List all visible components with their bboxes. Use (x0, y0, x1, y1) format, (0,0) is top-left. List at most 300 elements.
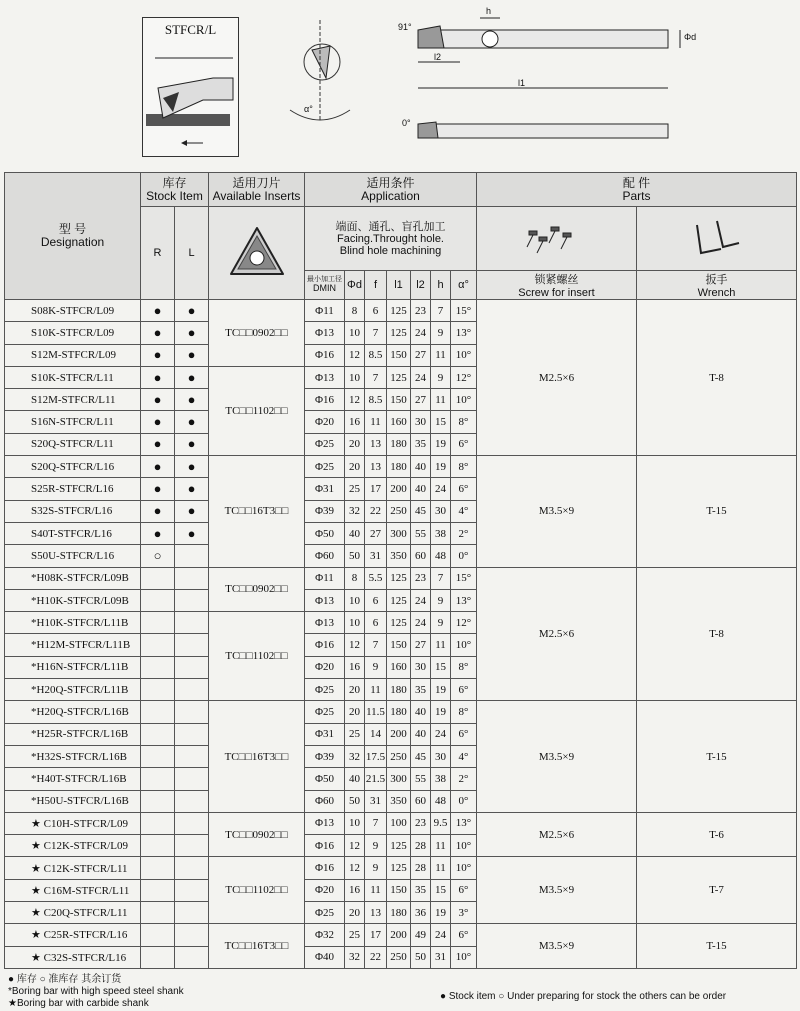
designation-cell: ★ C10H-STFCR/L09 (5, 812, 141, 834)
insert-cell: TC□□16T3□□ (209, 456, 305, 567)
cell-l2: 30 (411, 411, 431, 433)
cell-h: 9 (431, 322, 451, 344)
insert-cell: TC□□0902□□ (209, 812, 305, 857)
cell-d: 16 (345, 656, 365, 678)
triangle-insert-icon (227, 224, 287, 280)
cell-dmin: Φ20 (305, 656, 345, 678)
cell-f: 17.5 (365, 745, 387, 767)
cell-a: 6° (451, 924, 477, 946)
cell-f: 31 (365, 790, 387, 812)
stock-l-cell: ● (175, 411, 209, 433)
cell-a: 10° (451, 835, 477, 857)
designation-cell: S10K-STFCR/L09 (5, 322, 141, 344)
cell-l2: 45 (411, 500, 431, 522)
wrench-cell: T-8 (637, 567, 797, 701)
cell-a: 8° (451, 656, 477, 678)
cell-a: 6° (451, 433, 477, 455)
cell-a: 13° (451, 322, 477, 344)
cell-l1: 160 (387, 656, 411, 678)
col-d-header: Φd (345, 271, 365, 300)
cell-l2: 23 (411, 300, 431, 322)
cell-l1: 200 (387, 478, 411, 500)
stock-l-cell (175, 634, 209, 656)
cell-l2: 45 (411, 745, 431, 767)
designation-cell: ★ C20Q-STFCR/L11 (5, 902, 141, 924)
stock-r-cell (141, 701, 175, 723)
cell-a: 4° (451, 745, 477, 767)
cell-h: 9 (431, 612, 451, 634)
cell-l1: 125 (387, 567, 411, 589)
cell-l1: 125 (387, 300, 411, 322)
insert-cell: TC□□16T3□□ (209, 701, 305, 812)
cell-d: 25 (345, 478, 365, 500)
insert-cell: TC□□0902□□ (209, 567, 305, 612)
application-header-cn: 适用条件 (366, 175, 415, 190)
cell-a: 4° (451, 500, 477, 522)
cell-a: 3° (451, 902, 477, 924)
cell-dmin: Φ16 (305, 857, 345, 879)
screw-header (477, 271, 637, 300)
cell-l2: 35 (411, 679, 431, 701)
insert-cell: TC□□0902□□ (209, 300, 305, 367)
cell-dmin: Φ11 (305, 567, 345, 589)
stock-r-cell (141, 745, 175, 767)
cell-dmin: Φ13 (305, 366, 345, 388)
cell-d: 12 (345, 344, 365, 366)
cell-l2: 40 (411, 456, 431, 478)
screw-cell: M3.5×9 (477, 701, 637, 812)
stock-l-cell: ● (175, 500, 209, 522)
cell-f: 22 (365, 500, 387, 522)
dim-phi-d: Φd (684, 32, 697, 42)
legend-cn: ● 库存 ○ 准库存 其余订货 (8, 974, 122, 985)
stock-l-cell (175, 835, 209, 857)
cell-a: 6° (451, 679, 477, 701)
cell-dmin: Φ25 (305, 433, 345, 455)
cell-d: 8 (345, 300, 365, 322)
dim-l2: l2 (434, 52, 442, 62)
note-carbide: ★Boring bar with carbide shank (8, 998, 149, 1009)
stock-r-cell (141, 656, 175, 678)
cell-h: 19 (431, 701, 451, 723)
cell-l2: 23 (411, 567, 431, 589)
cell-f: 7 (365, 366, 387, 388)
cell-d: 16 (345, 411, 365, 433)
designation-cell: S32S-STFCR/L16 (5, 500, 141, 522)
cell-d: 20 (345, 456, 365, 478)
designation-cell: ★ C12K-STFCR/L11 (5, 857, 141, 879)
cell-l2: 28 (411, 835, 431, 857)
application-desc-en1: Facing.Throught hole. (336, 232, 444, 245)
screw-image (477, 207, 637, 271)
stock-r-cell (141, 567, 175, 589)
cell-f: 9 (365, 835, 387, 857)
cell-d: 32 (345, 745, 365, 767)
cell-h: 19 (431, 902, 451, 924)
cell-f: 21.5 (365, 768, 387, 790)
screw-cell: M2.5×6 (477, 567, 637, 701)
cell-f: 17 (365, 924, 387, 946)
stock-r-cell (141, 946, 175, 968)
stock-r-cell: ● (141, 322, 175, 344)
cell-dmin: Φ16 (305, 344, 345, 366)
cell-l1: 125 (387, 612, 411, 634)
cell-a: 15° (451, 567, 477, 589)
cell-d: 32 (345, 946, 365, 968)
designation-cell: S25R-STFCR/L16 (5, 478, 141, 500)
stock-l-cell: ● (175, 478, 209, 500)
cell-l2: 27 (411, 344, 431, 366)
cell-l1: 300 (387, 522, 411, 544)
dim-alpha: α° (304, 104, 313, 114)
cell-f: 7 (365, 634, 387, 656)
cell-dmin: Φ13 (305, 812, 345, 834)
cell-l1: 125 (387, 835, 411, 857)
stock-header-en: Stock Item (146, 188, 203, 203)
cell-l1: 150 (387, 344, 411, 366)
application-header-en: Application (361, 188, 420, 203)
col-l1-header: l1 (387, 271, 411, 300)
cell-h: 30 (431, 745, 451, 767)
cell-l1: 300 (387, 768, 411, 790)
stock-l-cell (175, 857, 209, 879)
cell-a: 12° (451, 612, 477, 634)
cell-a: 15° (451, 300, 477, 322)
stock-header (141, 173, 209, 207)
stock-l-header: L (175, 207, 209, 300)
cell-l1: 180 (387, 902, 411, 924)
cell-l2: 24 (411, 366, 431, 388)
cell-a: 0° (451, 790, 477, 812)
cell-l2: 28 (411, 857, 431, 879)
designation-cell: S40T-STFCR/L16 (5, 522, 141, 544)
cell-h: 15 (431, 411, 451, 433)
cell-a: 8° (451, 411, 477, 433)
designation-cell: *H10K-STFCR/L11B (5, 612, 141, 634)
stock-r-cell (141, 679, 175, 701)
cell-f: 14 (365, 723, 387, 745)
dim-angle-top: 91° (398, 22, 412, 32)
cell-l2: 60 (411, 790, 431, 812)
cell-h: 11 (431, 389, 451, 411)
stock-l-cell (175, 612, 209, 634)
stock-r-cell (141, 768, 175, 790)
cell-l2: 40 (411, 723, 431, 745)
cell-dmin: Φ25 (305, 456, 345, 478)
model-label: STFCR/L (164, 22, 217, 37)
cell-f: 6 (365, 612, 387, 634)
cell-h: 9 (431, 366, 451, 388)
cell-l2: 55 (411, 768, 431, 790)
designation-cell: S10K-STFCR/L11 (5, 366, 141, 388)
cell-l1: 125 (387, 857, 411, 879)
cell-l1: 250 (387, 745, 411, 767)
cell-d: 12 (345, 835, 365, 857)
stock-l-cell: ● (175, 456, 209, 478)
cell-a: 10° (451, 634, 477, 656)
cell-dmin: Φ60 (305, 790, 345, 812)
wrench-image (637, 207, 797, 271)
cell-dmin: Φ40 (305, 946, 345, 968)
table-row (5, 857, 797, 879)
cell-d: 12 (345, 634, 365, 656)
designation-cell: ★ C12K-STFCR/L09 (5, 835, 141, 857)
cell-f: 5.5 (365, 567, 387, 589)
cell-f: 8.5 (365, 344, 387, 366)
cell-l2: 35 (411, 879, 431, 901)
stock-r-cell: ● (141, 478, 175, 500)
cell-d: 50 (345, 790, 365, 812)
insert-cell: TC□□1102□□ (209, 612, 305, 701)
stock-r-cell (141, 634, 175, 656)
cell-a: 13° (451, 812, 477, 834)
legend-en: ● Stock item ○ Under preparing for stock the others can be order (440, 991, 727, 1002)
col-l2-header: l2 (411, 271, 431, 300)
application-desc-en2: Blind hole machining (339, 244, 442, 257)
table-row (5, 701, 797, 723)
table-row (5, 812, 797, 834)
designation-header-cn: 型 号 (58, 222, 87, 236)
stock-l-cell (175, 656, 209, 678)
wrench-header-en: Wrench (697, 287, 736, 299)
cell-h: 11 (431, 634, 451, 656)
stock-l-cell (175, 879, 209, 901)
cell-d: 20 (345, 433, 365, 455)
wrench-cell: T-6 (637, 812, 797, 857)
cell-h: 19 (431, 679, 451, 701)
stock-l-cell (175, 589, 209, 611)
cell-h: 19 (431, 456, 451, 478)
cell-f: 9 (365, 857, 387, 879)
inserts-header (209, 173, 305, 207)
designation-cell: S20Q-STFCR/L16 (5, 456, 141, 478)
wrench-icon (677, 217, 757, 257)
col-a-header: α° (451, 271, 477, 300)
insert-image (209, 207, 305, 300)
stock-l-cell (175, 812, 209, 834)
parts-header-cn: 配 件 (622, 175, 651, 190)
cell-a: 12° (451, 366, 477, 388)
cell-f: 6 (365, 589, 387, 611)
cell-d: 10 (345, 322, 365, 344)
cell-h: 7 (431, 300, 451, 322)
note-hss: *Boring bar with high speed steel shank (8, 986, 184, 997)
designation-cell: *H40T-STFCR/L16B (5, 768, 141, 790)
screw-cell: M3.5×9 (477, 924, 637, 969)
cell-f: 27 (365, 522, 387, 544)
designation-cell: *H16N-STFCR/L11B (5, 656, 141, 678)
cell-a: 2° (451, 768, 477, 790)
stock-r-cell: ● (141, 389, 175, 411)
stock-l-cell: ● (175, 433, 209, 455)
wrench-header-cn: 扳手 (705, 274, 728, 286)
cell-a: 6° (451, 879, 477, 901)
cell-l2: 24 (411, 589, 431, 611)
cell-l2: 27 (411, 389, 431, 411)
stock-r-cell: ● (141, 522, 175, 544)
cell-h: 24 (431, 478, 451, 500)
designation-cell: S12M-STFCR/L09 (5, 344, 141, 366)
cell-l2: 24 (411, 322, 431, 344)
insert-cell: TC□□16T3□□ (209, 924, 305, 969)
cell-h: 11 (431, 857, 451, 879)
cell-d: 10 (345, 612, 365, 634)
designation-cell: S08K-STFCR/L09 (5, 300, 141, 322)
cell-l1: 200 (387, 924, 411, 946)
table-row (5, 456, 797, 478)
cell-a: 10° (451, 344, 477, 366)
designation-cell: *H10K-STFCR/L09B (5, 589, 141, 611)
stock-l-cell (175, 745, 209, 767)
cell-d: 20 (345, 701, 365, 723)
cell-l1: 180 (387, 679, 411, 701)
designation-cell: S20Q-STFCR/L11 (5, 433, 141, 455)
cell-d: 16 (345, 879, 365, 901)
cell-d: 12 (345, 857, 365, 879)
cell-d: 25 (345, 723, 365, 745)
header-row-1 (5, 173, 797, 207)
stock-l-cell (175, 701, 209, 723)
dim-l1: l1 (518, 78, 526, 88)
dmin-header-en: DMIN (313, 283, 336, 293)
cell-l2: 49 (411, 924, 431, 946)
designation-cell: *H32S-STFCR/L16B (5, 745, 141, 767)
cell-h: 19 (431, 433, 451, 455)
designation-cell: ★ C25R-STFCR/L16 (5, 924, 141, 946)
screw-cell: M3.5×9 (477, 456, 637, 567)
cell-h: 24 (431, 924, 451, 946)
cell-l1: 180 (387, 456, 411, 478)
cell-l1: 250 (387, 946, 411, 968)
wrench-cell: T-15 (637, 701, 797, 812)
cell-f: 7 (365, 812, 387, 834)
stock-l-cell (175, 545, 209, 567)
stock-l-cell: ● (175, 300, 209, 322)
stock-r-cell: ● (141, 456, 175, 478)
cell-a: 10° (451, 389, 477, 411)
cell-dmin: Φ50 (305, 768, 345, 790)
designation-cell: ★ C32S-STFCR/L16 (5, 946, 141, 968)
cell-f: 22 (365, 946, 387, 968)
cell-d: 20 (345, 679, 365, 701)
cell-dmin: Φ32 (305, 924, 345, 946)
insert-cell: TC□□1102□□ (209, 857, 305, 924)
cell-f: 13 (365, 902, 387, 924)
cell-l2: 40 (411, 701, 431, 723)
cell-f: 11 (365, 879, 387, 901)
stock-r-cell (141, 790, 175, 812)
inserts-header-en: Available Inserts (212, 188, 301, 203)
stock-header-cn: 库存 (162, 175, 187, 190)
designation-header-en: Designation (40, 235, 105, 249)
wrench-cell: T-15 (637, 456, 797, 567)
cell-h: 31 (431, 946, 451, 968)
dim-h: h (486, 6, 492, 16)
cell-dmin: Φ31 (305, 723, 345, 745)
cell-h: 30 (431, 500, 451, 522)
cell-l1: 150 (387, 879, 411, 901)
stock-r-cell (141, 857, 175, 879)
cell-f: 7 (365, 322, 387, 344)
cell-l1: 350 (387, 790, 411, 812)
cell-h: 9 (431, 589, 451, 611)
inserts-header-cn: 适用刀片 (232, 175, 281, 190)
table-row (5, 567, 797, 589)
stock-r-cell: ● (141, 344, 175, 366)
cell-dmin: Φ60 (305, 545, 345, 567)
stock-l-cell (175, 723, 209, 745)
application-header (305, 173, 477, 207)
stock-r-cell: ● (141, 411, 175, 433)
cell-h: 15 (431, 879, 451, 901)
parts-header (477, 173, 797, 207)
cell-l1: 180 (387, 433, 411, 455)
cell-h: 11 (431, 344, 451, 366)
cell-d: 10 (345, 812, 365, 834)
stock-l-cell (175, 924, 209, 946)
cell-l1: 100 (387, 812, 411, 834)
cell-l1: 125 (387, 366, 411, 388)
cell-l1: 150 (387, 634, 411, 656)
cell-h: 15 (431, 656, 451, 678)
cell-l2: 27 (411, 634, 431, 656)
cell-h: 24 (431, 723, 451, 745)
cell-d: 40 (345, 522, 365, 544)
cell-f: 6 (365, 300, 387, 322)
parts-header-en: Parts (622, 188, 651, 203)
cell-a: 10° (451, 946, 477, 968)
cell-a: 10° (451, 857, 477, 879)
cell-dmin: Φ16 (305, 634, 345, 656)
cell-l1: 125 (387, 322, 411, 344)
cell-l2: 55 (411, 522, 431, 544)
designation-cell: *H20Q-STFCR/L11B (5, 679, 141, 701)
spec-table (4, 172, 797, 969)
cell-d: 40 (345, 768, 365, 790)
cell-dmin: Φ20 (305, 879, 345, 901)
screw-header-en: Screw for insert (518, 287, 595, 299)
spec-table-body (5, 300, 797, 969)
cell-d: 12 (345, 389, 365, 411)
stock-r-cell (141, 723, 175, 745)
cell-f: 13 (365, 456, 387, 478)
cell-dmin: Φ13 (305, 322, 345, 344)
cell-d: 8 (345, 567, 365, 589)
stock-l-cell: ● (175, 366, 209, 388)
cell-dmin: Φ31 (305, 478, 345, 500)
cell-h: 7 (431, 567, 451, 589)
application-desc (305, 207, 477, 271)
stock-l-cell (175, 902, 209, 924)
cell-f: 11.5 (365, 701, 387, 723)
dim-angle-zero: 0° (402, 118, 411, 128)
cell-dmin: Φ20 (305, 411, 345, 433)
designation-cell: *H20Q-STFCR/L16B (5, 701, 141, 723)
cell-a: 2° (451, 522, 477, 544)
wrench-header (637, 271, 797, 300)
cell-h: 11 (431, 835, 451, 857)
cell-h: 48 (431, 545, 451, 567)
cell-l2: 50 (411, 946, 431, 968)
cell-l1: 160 (387, 411, 411, 433)
cell-l2: 35 (411, 433, 431, 455)
stock-l-cell: ● (175, 522, 209, 544)
screw-icon (517, 217, 597, 257)
cell-l1: 180 (387, 701, 411, 723)
application-desc-cn: 端面、通孔、盲孔加工 (335, 220, 446, 233)
stock-r-cell: ● (141, 433, 175, 455)
cell-l2: 30 (411, 656, 431, 678)
